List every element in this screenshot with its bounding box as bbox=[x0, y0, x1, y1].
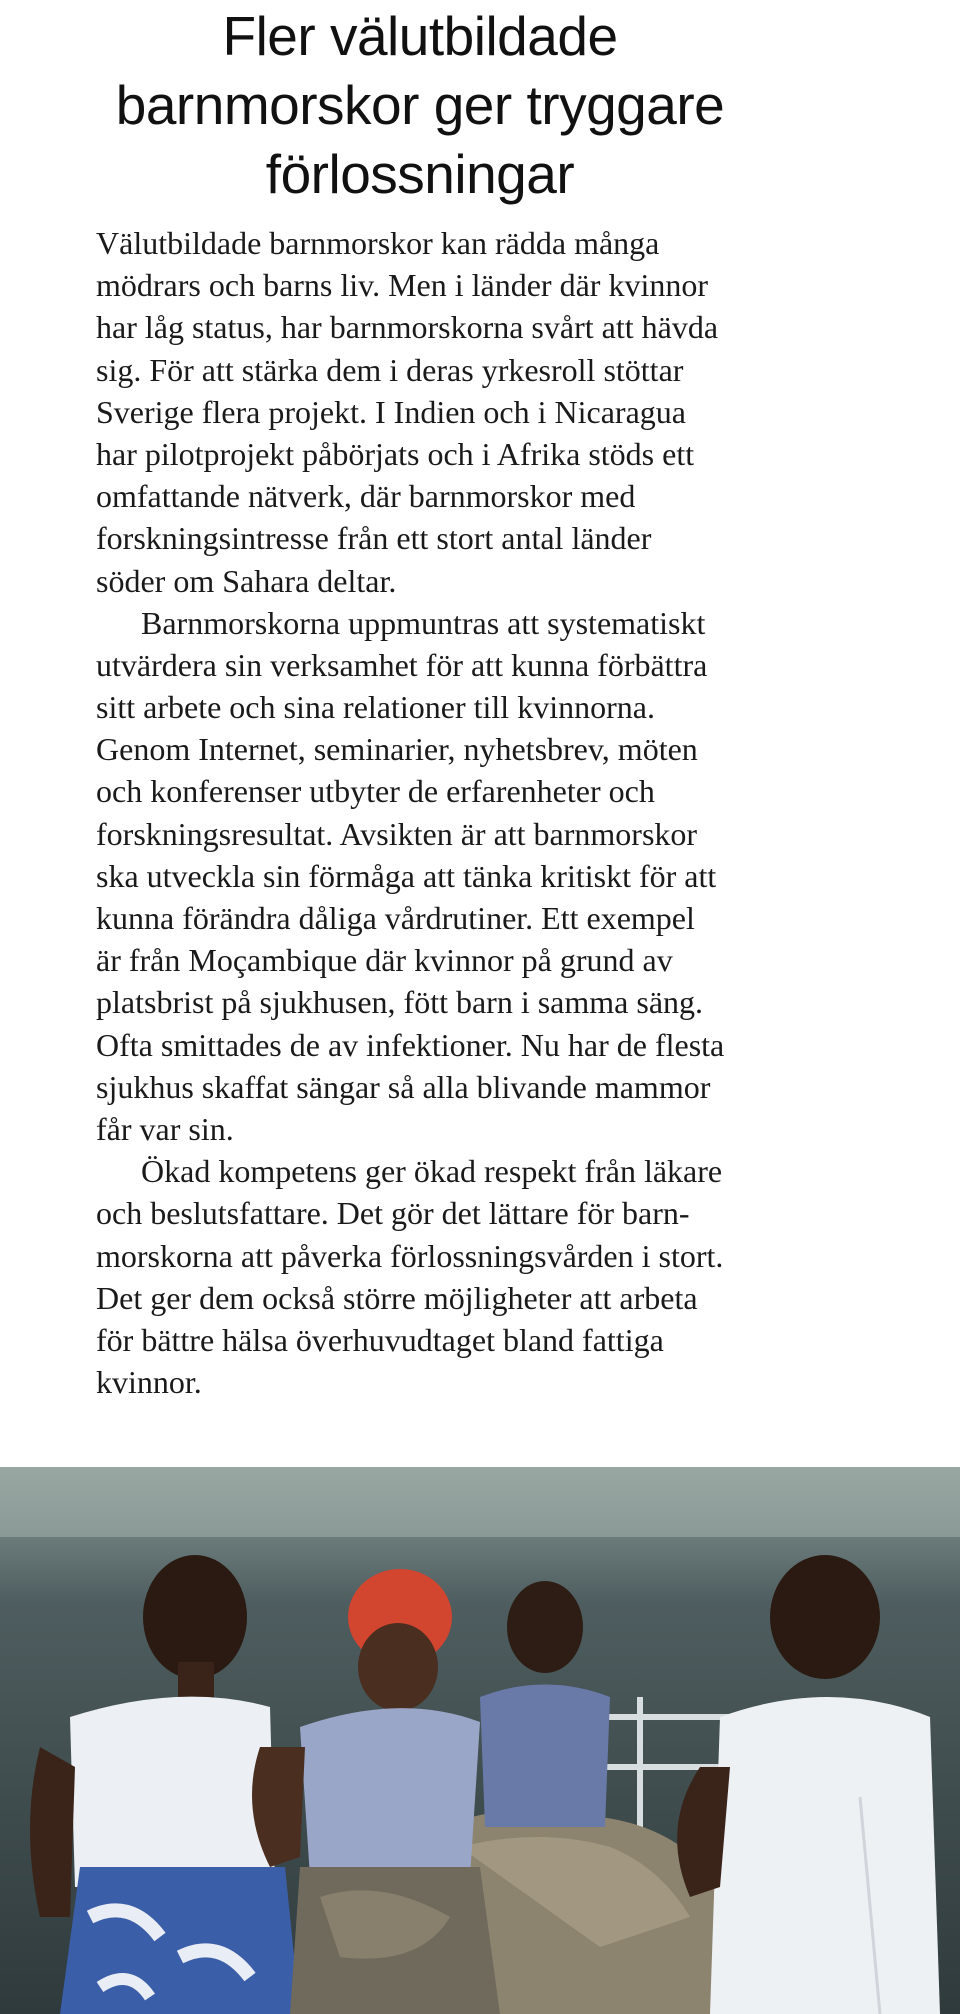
article-title bbox=[0, 0, 840, 209]
paragraph-line: sjukhus skaffat sängar så alla blivande mammor bbox=[96, 1068, 711, 1105]
paragraph-line: söder om Sahara deltar. bbox=[96, 562, 397, 599]
paragraph-line: Ökad kompetens ger ökad respekt från läkare bbox=[141, 1153, 723, 1190]
paragraph-line: har låg status, har barnmorskorna svårt att hävda bbox=[96, 309, 719, 346]
paragraph-line: forskningsintresse från ett stort antal länder bbox=[96, 520, 652, 557]
photo-midwives-ward bbox=[0, 1467, 960, 2014]
paragraph-line: ska utveckla sin förmåga att tänka kritiskt för att bbox=[96, 857, 717, 894]
paragraph-line: sig. För att stärka dem i deras yrkesroll stöttar bbox=[96, 351, 684, 388]
paragraph-line: Barnmorskorna uppmuntras att systematiskt bbox=[141, 604, 706, 641]
paragraph-line: utvärdera sin verksamhet för att kunna förbättra bbox=[96, 646, 708, 683]
paragraph-line: får var sin. bbox=[96, 1110, 234, 1147]
paragraph-line: Sverige flera projekt. I Indien och i Nicaragua bbox=[96, 393, 686, 430]
title-line: förlossningar bbox=[265, 143, 575, 205]
title-line: Fler välutbildade bbox=[222, 5, 618, 67]
paragraph-line: kunna förändra dåliga vårdrutiner. Ett exempel bbox=[96, 900, 695, 936]
paragraph-line: platsbrist på sjukhusen, fött barn i samma säng. bbox=[96, 984, 704, 1021]
paragraph-line: Genom Internet, seminarier, nyhetsbrev, möten bbox=[96, 731, 698, 768]
title-line: barnmorskor ger tryggare bbox=[115, 74, 725, 136]
paragraph-line: Ofta smittades de av infektioner. Nu har de flesta bbox=[96, 1026, 725, 1063]
paragraph-line: har pilotprojekt påbörjats och i Afrika stöds ett bbox=[96, 435, 695, 472]
paragraph-line: omfattande nätverk, där barnmorskor med bbox=[96, 478, 636, 515]
paragraph-line: är från Moçambique där kvinnor på grund av bbox=[96, 942, 673, 979]
paragraph bbox=[96, 602, 876, 1150]
paragraph-line: för bättre hälsa överhuvudtaget bland fattiga bbox=[96, 1321, 664, 1358]
article-body bbox=[96, 222, 876, 1403]
paragraph-line: mödrars och barns liv. Men i länder där kvinnor bbox=[96, 267, 708, 304]
paragraph-line: forskningsresultat. Avsikten är att barnmorskor bbox=[96, 815, 698, 852]
paragraph-line: morskorna att påverka förlossningsvården i stort. bbox=[96, 1237, 724, 1274]
paragraph-line: sitt arbete och sina relationer till kvinnorna. bbox=[96, 689, 655, 726]
paragraph-line: och konferenser utbyter de erfarenheter och bbox=[96, 773, 655, 810]
paragraph-line: Välutbildade barnmorskor kan rädda många bbox=[96, 225, 660, 261]
paragraph bbox=[96, 1150, 876, 1403]
photo-wall-band bbox=[0, 1467, 960, 1537]
paragraph-line: kvinnor. bbox=[96, 1364, 202, 1401]
paragraph-line: Det ger dem också större möjligheter att arbeta bbox=[96, 1279, 698, 1316]
paragraph-line: och beslutsfattare. Det gör det lättare för barn- bbox=[96, 1195, 690, 1232]
paragraph bbox=[96, 222, 876, 602]
